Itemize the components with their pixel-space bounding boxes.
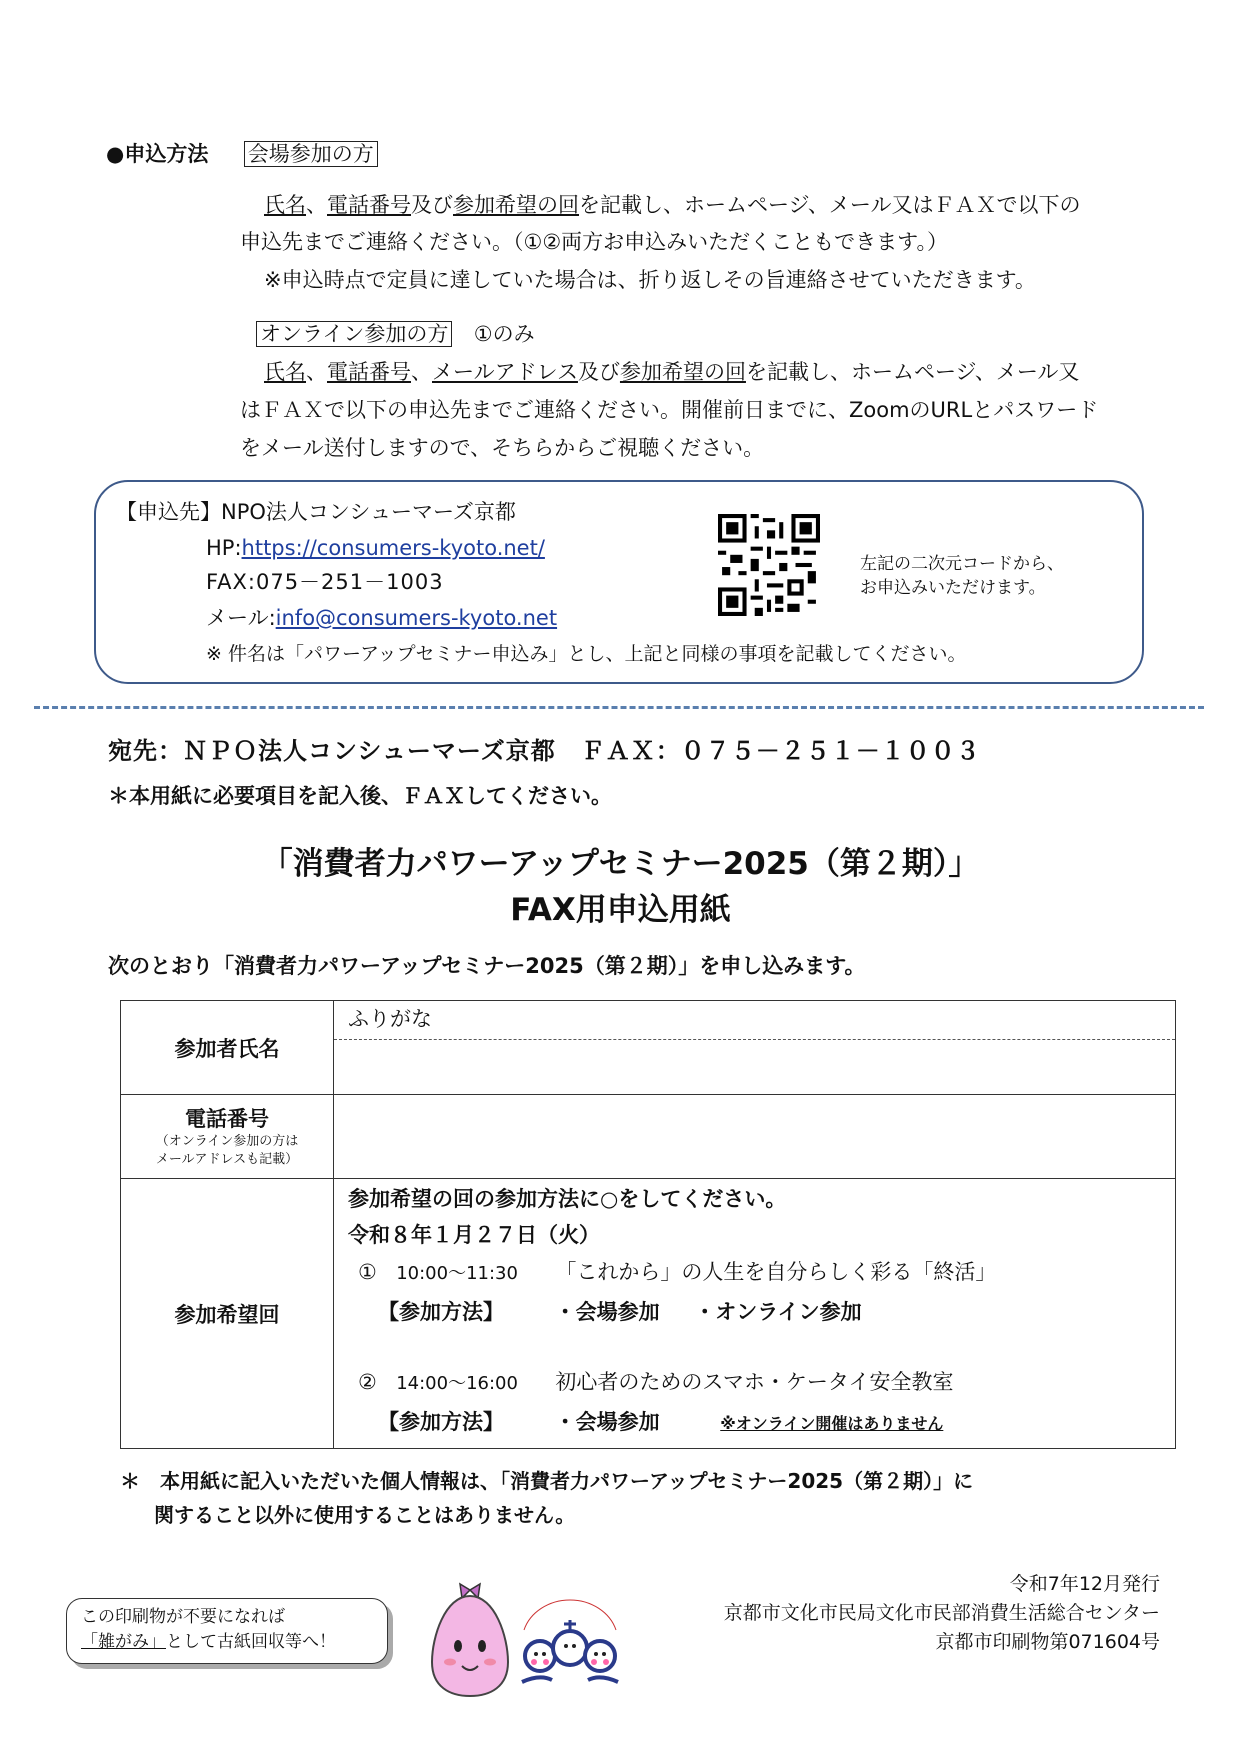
sep3: 、	[411, 360, 432, 384]
name-label-cell	[121, 1001, 334, 1095]
s2-note: ※オンライン開催はありません	[720, 1414, 944, 1433]
s1-time: 10:00～11:30	[396, 1263, 518, 1284]
session1-methods	[348, 1293, 1175, 1331]
publisher-name: 京都市文化市民局文化市民部消費生活総合センター	[723, 1602, 1160, 1624]
privacy-note	[120, 1464, 973, 1532]
qr-note-line2: お申込みいただけます。	[860, 578, 1046, 598]
u-name2: 氏名	[264, 360, 306, 384]
sep: 、	[306, 193, 327, 217]
qr-note-line1: 左記の二次元コードから、	[860, 554, 1064, 574]
furigana-label: ふりがな	[348, 1007, 432, 1031]
u-name: 氏名	[264, 193, 306, 217]
phone-sub1: （オンライン参加の方は	[155, 1133, 299, 1149]
community-logo-icon	[512, 1590, 628, 1694]
contact-hp	[206, 530, 545, 566]
name-label: 参加者氏名	[174, 1036, 280, 1061]
hp-label: HP:	[206, 536, 242, 560]
application-form	[120, 1000, 1176, 1449]
session-instruction: 参加希望の回の参加方法に○をしてください。	[348, 1187, 787, 1211]
recycle-bubble	[66, 1598, 388, 1664]
mail-link[interactable]: info@consumers-kyoto.net	[275, 606, 558, 630]
furigana-field[interactable]	[334, 1001, 1175, 1040]
session-date: 令和８年１月２７日（火）	[348, 1223, 600, 1247]
name-input-cell[interactable]	[334, 1001, 1176, 1095]
method-label-1: 【参加方法】	[378, 1300, 504, 1324]
session-cell	[334, 1179, 1176, 1449]
sep2: 、	[306, 360, 327, 384]
s1-title: 「これから」の人生を自分らしく彩る「終活」	[555, 1260, 997, 1284]
online-tag-line	[256, 316, 535, 352]
form-title-line1: 「消費者力パワーアップセミナー2025（第２期）」	[261, 846, 980, 882]
session2-row[interactable]	[348, 1363, 1175, 1403]
venue-line1	[264, 187, 1080, 223]
venue-tag: 会場参加の方	[244, 141, 378, 167]
s2-option-venue[interactable]: ・会場参加	[554, 1410, 660, 1434]
phone-field[interactable]	[334, 1095, 1176, 1179]
conj: 及び	[411, 193, 453, 217]
contact-fax: FAX:075－251－1003	[206, 570, 444, 594]
qr-code-icon[interactable]	[718, 514, 820, 616]
contact-org: 【申込先】NPO法人コンシューマーズ京都	[116, 500, 516, 524]
s2-time: 14:00～16:00	[396, 1373, 518, 1394]
bubble-quote: 「雑がみ」	[81, 1632, 166, 1652]
form-intro: 次のとおり「消費者力パワーアップセミナー2025（第２期）」を申し込みます。	[108, 954, 866, 978]
session-label: 参加希望回	[174, 1302, 280, 1327]
u-session2: 参加希望の回	[619, 360, 746, 384]
s2-num: ②	[358, 1370, 377, 1394]
privacy-line2: 関すること以外に使用することはありません。	[154, 1503, 576, 1527]
u-session: 参加希望の回	[453, 193, 579, 217]
bubble-line1: この印刷物が不要になれば	[81, 1607, 285, 1627]
phone-label-cell	[121, 1095, 334, 1179]
form-title-line2: FAX用申込用紙	[510, 892, 731, 928]
fax-instruction: ＊本用紙に必要項目を記入後、ＦＡＸしてください。	[108, 784, 612, 808]
method-label-2: 【参加方法】	[378, 1410, 504, 1434]
publisher-info	[640, 1570, 1160, 1657]
contact-note: ※ 件名は「パワーアップセミナー申込み」とし、上記と同様の事項を記載してください。	[206, 643, 967, 665]
mascot-icon	[420, 1582, 520, 1702]
online-line1	[264, 354, 1079, 390]
hp-link[interactable]: https://consumers-kyoto.net/	[241, 536, 545, 560]
s1-option-venue[interactable]: ・会場参加	[554, 1300, 660, 1324]
session2-methods	[348, 1403, 1175, 1443]
contact-mail	[206, 600, 557, 636]
s1-num: ①	[358, 1260, 377, 1284]
fax-destination: 宛先：ＮＰＯ法人コンシューマーズ京都 ＦＡＸ：０７５－２５１－１００３	[108, 737, 981, 765]
apply-heading: ●申込方法	[106, 142, 209, 166]
online-line1-rest: を記載し、ホームページ、メール又	[745, 360, 1080, 384]
phone-sub2: メールアドレスも記載）	[155, 1151, 299, 1167]
u-mail2: メールアドレス	[432, 360, 578, 384]
bubble-rest: として古紙回収等へ！	[166, 1632, 336, 1652]
session-label-cell	[121, 1179, 334, 1449]
u-phone2: 電話番号	[327, 360, 411, 384]
name-field[interactable]	[334, 1040, 1175, 1094]
issued-date: 令和7年12月発行	[1009, 1573, 1160, 1595]
phone-label: 電話番号	[185, 1106, 269, 1131]
conj2: 及び	[577, 360, 620, 384]
cut-line	[34, 706, 1204, 709]
online-line3: をメール送付しますので、そちらからご視聴ください。	[240, 436, 765, 460]
session1-row[interactable]	[348, 1253, 1175, 1293]
online-tag: オンライン参加の方	[256, 321, 452, 347]
print-number: 京都市印刷物第071604号	[935, 1631, 1160, 1653]
online-only: ①のみ	[473, 322, 535, 346]
venue-line2: 申込先までご連絡ください。（①②両方お申込みいただくこともできます。）	[240, 230, 948, 254]
qr-note	[860, 552, 1064, 600]
s1-option-online[interactable]: ・オンライン参加	[694, 1300, 862, 1324]
venue-line3: ※申込時点で定員に達していた場合は、折り返しその旨連絡させていただきます。	[264, 268, 1036, 292]
apply-section	[106, 136, 378, 172]
venue-line1-rest: を記載し、ホームページ、メール又はＦＡＸで以下の	[579, 193, 1081, 217]
u-phone: 電話番号	[327, 193, 411, 217]
mail-label: メール:	[206, 606, 276, 630]
online-line2: はＦＡＸで以下の申込先までご連絡ください。開催前日までに、ZoomのURLとパスワード	[240, 398, 1099, 422]
privacy-line1: ＊ 本用紙に記入いただいた個人情報は、「消費者力パワーアップセミナー2025（第２期）」に	[120, 1469, 974, 1493]
s2-title: 初心者のためのスマホ・ケータイ安全教室	[555, 1370, 954, 1394]
